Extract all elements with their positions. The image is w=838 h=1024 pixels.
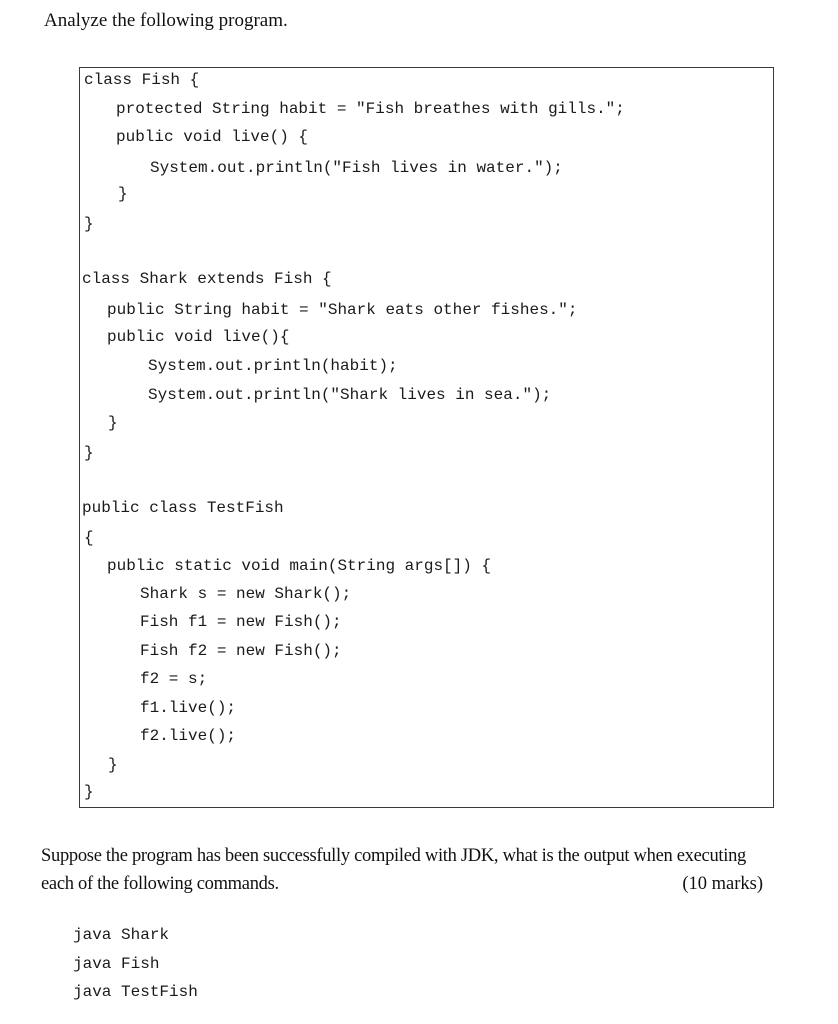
code-line: Fish f2 = new Fish();	[140, 642, 342, 660]
code-line: public void live(){	[107, 328, 290, 346]
code-line: public String habit = "Shark eats other fishes.";	[107, 301, 578, 319]
code-line: }	[84, 215, 94, 233]
code-line: class Fish {	[84, 71, 200, 89]
code-line: public void live() {	[116, 128, 309, 146]
marks-label: (10 marks)	[682, 874, 763, 894]
code-line: }	[108, 756, 118, 774]
code-line: }	[108, 414, 118, 432]
code-line: protected String habit = "Fish breathes with gills.";	[116, 100, 625, 118]
code-line: }	[118, 185, 128, 203]
code-line: f2 = s;	[140, 670, 208, 688]
code-line: class Shark extends Fish {	[82, 270, 332, 288]
code-listing-box	[79, 67, 774, 808]
code-line: System.out.println("Fish lives in water.");	[150, 159, 563, 177]
question-heading: Analyze the following program.	[44, 10, 288, 31]
code-line: System.out.println("Shark lives in sea.");	[148, 386, 552, 404]
code-line: }	[84, 444, 94, 462]
command-line: java Fish	[73, 955, 160, 973]
code-line: Fish f1 = new Fish();	[140, 613, 342, 631]
code-line: public class TestFish	[82, 499, 284, 517]
code-line: System.out.println(habit);	[148, 357, 398, 375]
code-line: f1.live();	[140, 699, 237, 717]
code-line: }	[84, 783, 94, 801]
code-line: public static void main(String args[]) {	[107, 557, 492, 575]
command-line: java TestFish	[73, 983, 198, 1001]
command-line: java Shark	[73, 926, 170, 944]
code-line: {	[84, 529, 94, 547]
question-text: Suppose the program has been successfully compiled with JDK, what is the output when executing each of the following commands.	[41, 846, 746, 894]
code-line: Shark s = new Shark();	[140, 585, 352, 603]
code-line: f2.live();	[140, 727, 237, 745]
